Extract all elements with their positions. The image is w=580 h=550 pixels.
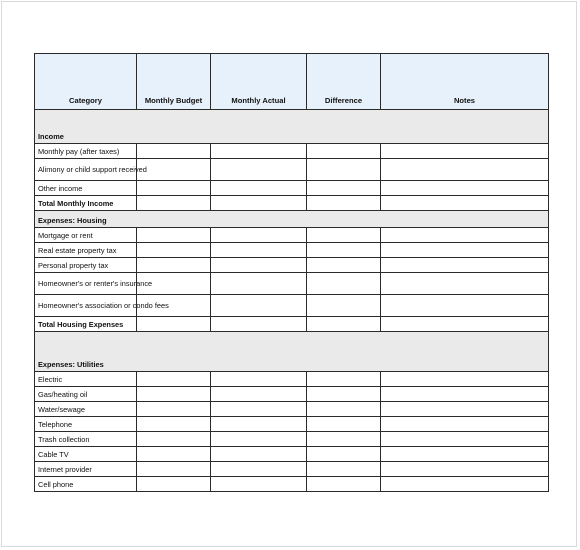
budget-cell[interactable] — [137, 417, 211, 432]
actual-cell[interactable] — [211, 243, 307, 258]
table-row — [35, 273, 549, 295]
row-label: Total Housing Expenses — [35, 317, 137, 332]
budget-cell[interactable] — [137, 144, 211, 159]
header-monthly-budget: Monthly Budget — [137, 54, 211, 110]
table-row — [35, 258, 549, 273]
row-label: Mortgage or rent — [35, 228, 137, 243]
budget-cell[interactable] — [137, 387, 211, 402]
difference-cell[interactable] — [307, 372, 381, 387]
table-row — [35, 372, 549, 387]
difference-cell[interactable] — [307, 243, 381, 258]
table-row — [35, 462, 549, 477]
actual-cell[interactable] — [211, 432, 307, 447]
notes-cell[interactable] — [381, 144, 549, 159]
actual-cell[interactable] — [211, 181, 307, 196]
row-label: Monthly pay (after taxes) — [35, 144, 137, 159]
budget-cell[interactable] — [137, 243, 211, 258]
difference-cell[interactable] — [307, 477, 381, 492]
actual-cell[interactable] — [211, 196, 307, 211]
difference-cell[interactable] — [307, 462, 381, 477]
notes-cell[interactable] — [381, 417, 549, 432]
table-row — [35, 295, 549, 317]
actual-cell[interactable] — [211, 159, 307, 181]
section-header-utilities — [35, 332, 549, 372]
row-label: Internet provider — [35, 462, 137, 477]
row-label: Gas/heating oil — [35, 387, 137, 402]
notes-cell[interactable] — [381, 295, 549, 317]
table-row — [35, 387, 549, 402]
notes-cell[interactable] — [381, 462, 549, 477]
budget-cell[interactable] — [137, 258, 211, 273]
budget-cell[interactable] — [137, 228, 211, 243]
row-label: Real estate property tax — [35, 243, 137, 258]
table-row — [35, 432, 549, 447]
difference-cell[interactable] — [307, 228, 381, 243]
row-label: Alimony or child support received — [35, 159, 137, 181]
row-label: Other income — [35, 181, 137, 196]
notes-cell[interactable] — [381, 447, 549, 462]
table-row — [35, 181, 549, 196]
section-title: Income — [35, 110, 549, 144]
row-label: Cable TV — [35, 447, 137, 462]
notes-cell[interactable] — [381, 273, 549, 295]
row-label: Cell phone — [35, 477, 137, 492]
difference-cell[interactable] — [307, 181, 381, 196]
notes-cell[interactable] — [381, 402, 549, 417]
actual-cell[interactable] — [211, 295, 307, 317]
notes-cell[interactable] — [381, 196, 549, 211]
row-label: Homeowner's association or condo fees — [35, 295, 137, 317]
row-label: Homeowner's or renter's insurance — [35, 273, 137, 295]
table-header-row — [35, 54, 549, 110]
total-row-housing — [35, 317, 549, 332]
actual-cell[interactable] — [211, 144, 307, 159]
budget-cell[interactable] — [137, 432, 211, 447]
section-header-income — [35, 110, 549, 144]
header-notes: Notes — [381, 54, 549, 110]
notes-cell[interactable] — [381, 372, 549, 387]
difference-cell[interactable] — [307, 196, 381, 211]
actual-cell[interactable] — [211, 402, 307, 417]
budget-cell[interactable] — [137, 372, 211, 387]
row-label: Telephone — [35, 417, 137, 432]
actual-cell[interactable] — [211, 372, 307, 387]
difference-cell[interactable] — [307, 144, 381, 159]
difference-cell[interactable] — [307, 258, 381, 273]
budget-cell[interactable] — [137, 159, 211, 181]
budget-cell[interactable] — [137, 317, 211, 332]
notes-cell[interactable] — [381, 228, 549, 243]
difference-cell[interactable] — [307, 295, 381, 317]
header-difference: Difference — [307, 54, 381, 110]
actual-cell[interactable] — [211, 387, 307, 402]
table-row — [35, 417, 549, 432]
notes-cell[interactable] — [381, 387, 549, 402]
section-title: Expenses: Housing — [35, 211, 549, 228]
actual-cell[interactable] — [211, 417, 307, 432]
budget-cell[interactable] — [137, 477, 211, 492]
row-label: Trash collection — [35, 432, 137, 447]
table-row — [35, 159, 549, 181]
notes-cell[interactable] — [381, 258, 549, 273]
notes-cell[interactable] — [381, 181, 549, 196]
difference-cell[interactable] — [307, 159, 381, 181]
budget-cell[interactable] — [137, 196, 211, 211]
table-row — [35, 243, 549, 258]
notes-cell[interactable] — [381, 477, 549, 492]
table-row — [35, 228, 549, 243]
section-header-housing — [35, 211, 549, 228]
budget-cell[interactable] — [137, 462, 211, 477]
difference-cell[interactable] — [307, 417, 381, 432]
notes-cell[interactable] — [381, 317, 549, 332]
notes-cell[interactable] — [381, 432, 549, 447]
actual-cell[interactable] — [211, 228, 307, 243]
actual-cell[interactable] — [211, 477, 307, 492]
table-row — [35, 477, 549, 492]
difference-cell[interactable] — [307, 447, 381, 462]
header-monthly-actual: Monthly Actual — [211, 54, 307, 110]
difference-cell[interactable] — [307, 317, 381, 332]
table-row — [35, 144, 549, 159]
actual-cell[interactable] — [211, 462, 307, 477]
actual-cell[interactable] — [211, 273, 307, 295]
header-category: Category — [35, 54, 137, 110]
actual-cell[interactable] — [211, 317, 307, 332]
table-row — [35, 402, 549, 417]
budget-cell[interactable] — [137, 181, 211, 196]
actual-cell[interactable] — [211, 447, 307, 462]
row-label: Electric — [35, 372, 137, 387]
notes-cell[interactable] — [381, 243, 549, 258]
difference-cell[interactable] — [307, 402, 381, 417]
actual-cell[interactable] — [211, 258, 307, 273]
difference-cell[interactable] — [307, 273, 381, 295]
row-label: Total Monthly Income — [35, 196, 137, 211]
budget-cell[interactable] — [137, 402, 211, 417]
budget-cell[interactable] — [137, 447, 211, 462]
total-row-income — [35, 196, 549, 211]
table-row — [35, 447, 549, 462]
section-title: Expenses: Utilities — [35, 332, 549, 372]
budget-table — [34, 53, 549, 492]
row-label: Water/sewage — [35, 402, 137, 417]
notes-cell[interactable] — [381, 159, 549, 181]
difference-cell[interactable] — [307, 432, 381, 447]
difference-cell[interactable] — [307, 387, 381, 402]
row-label: Personal property tax — [35, 258, 137, 273]
